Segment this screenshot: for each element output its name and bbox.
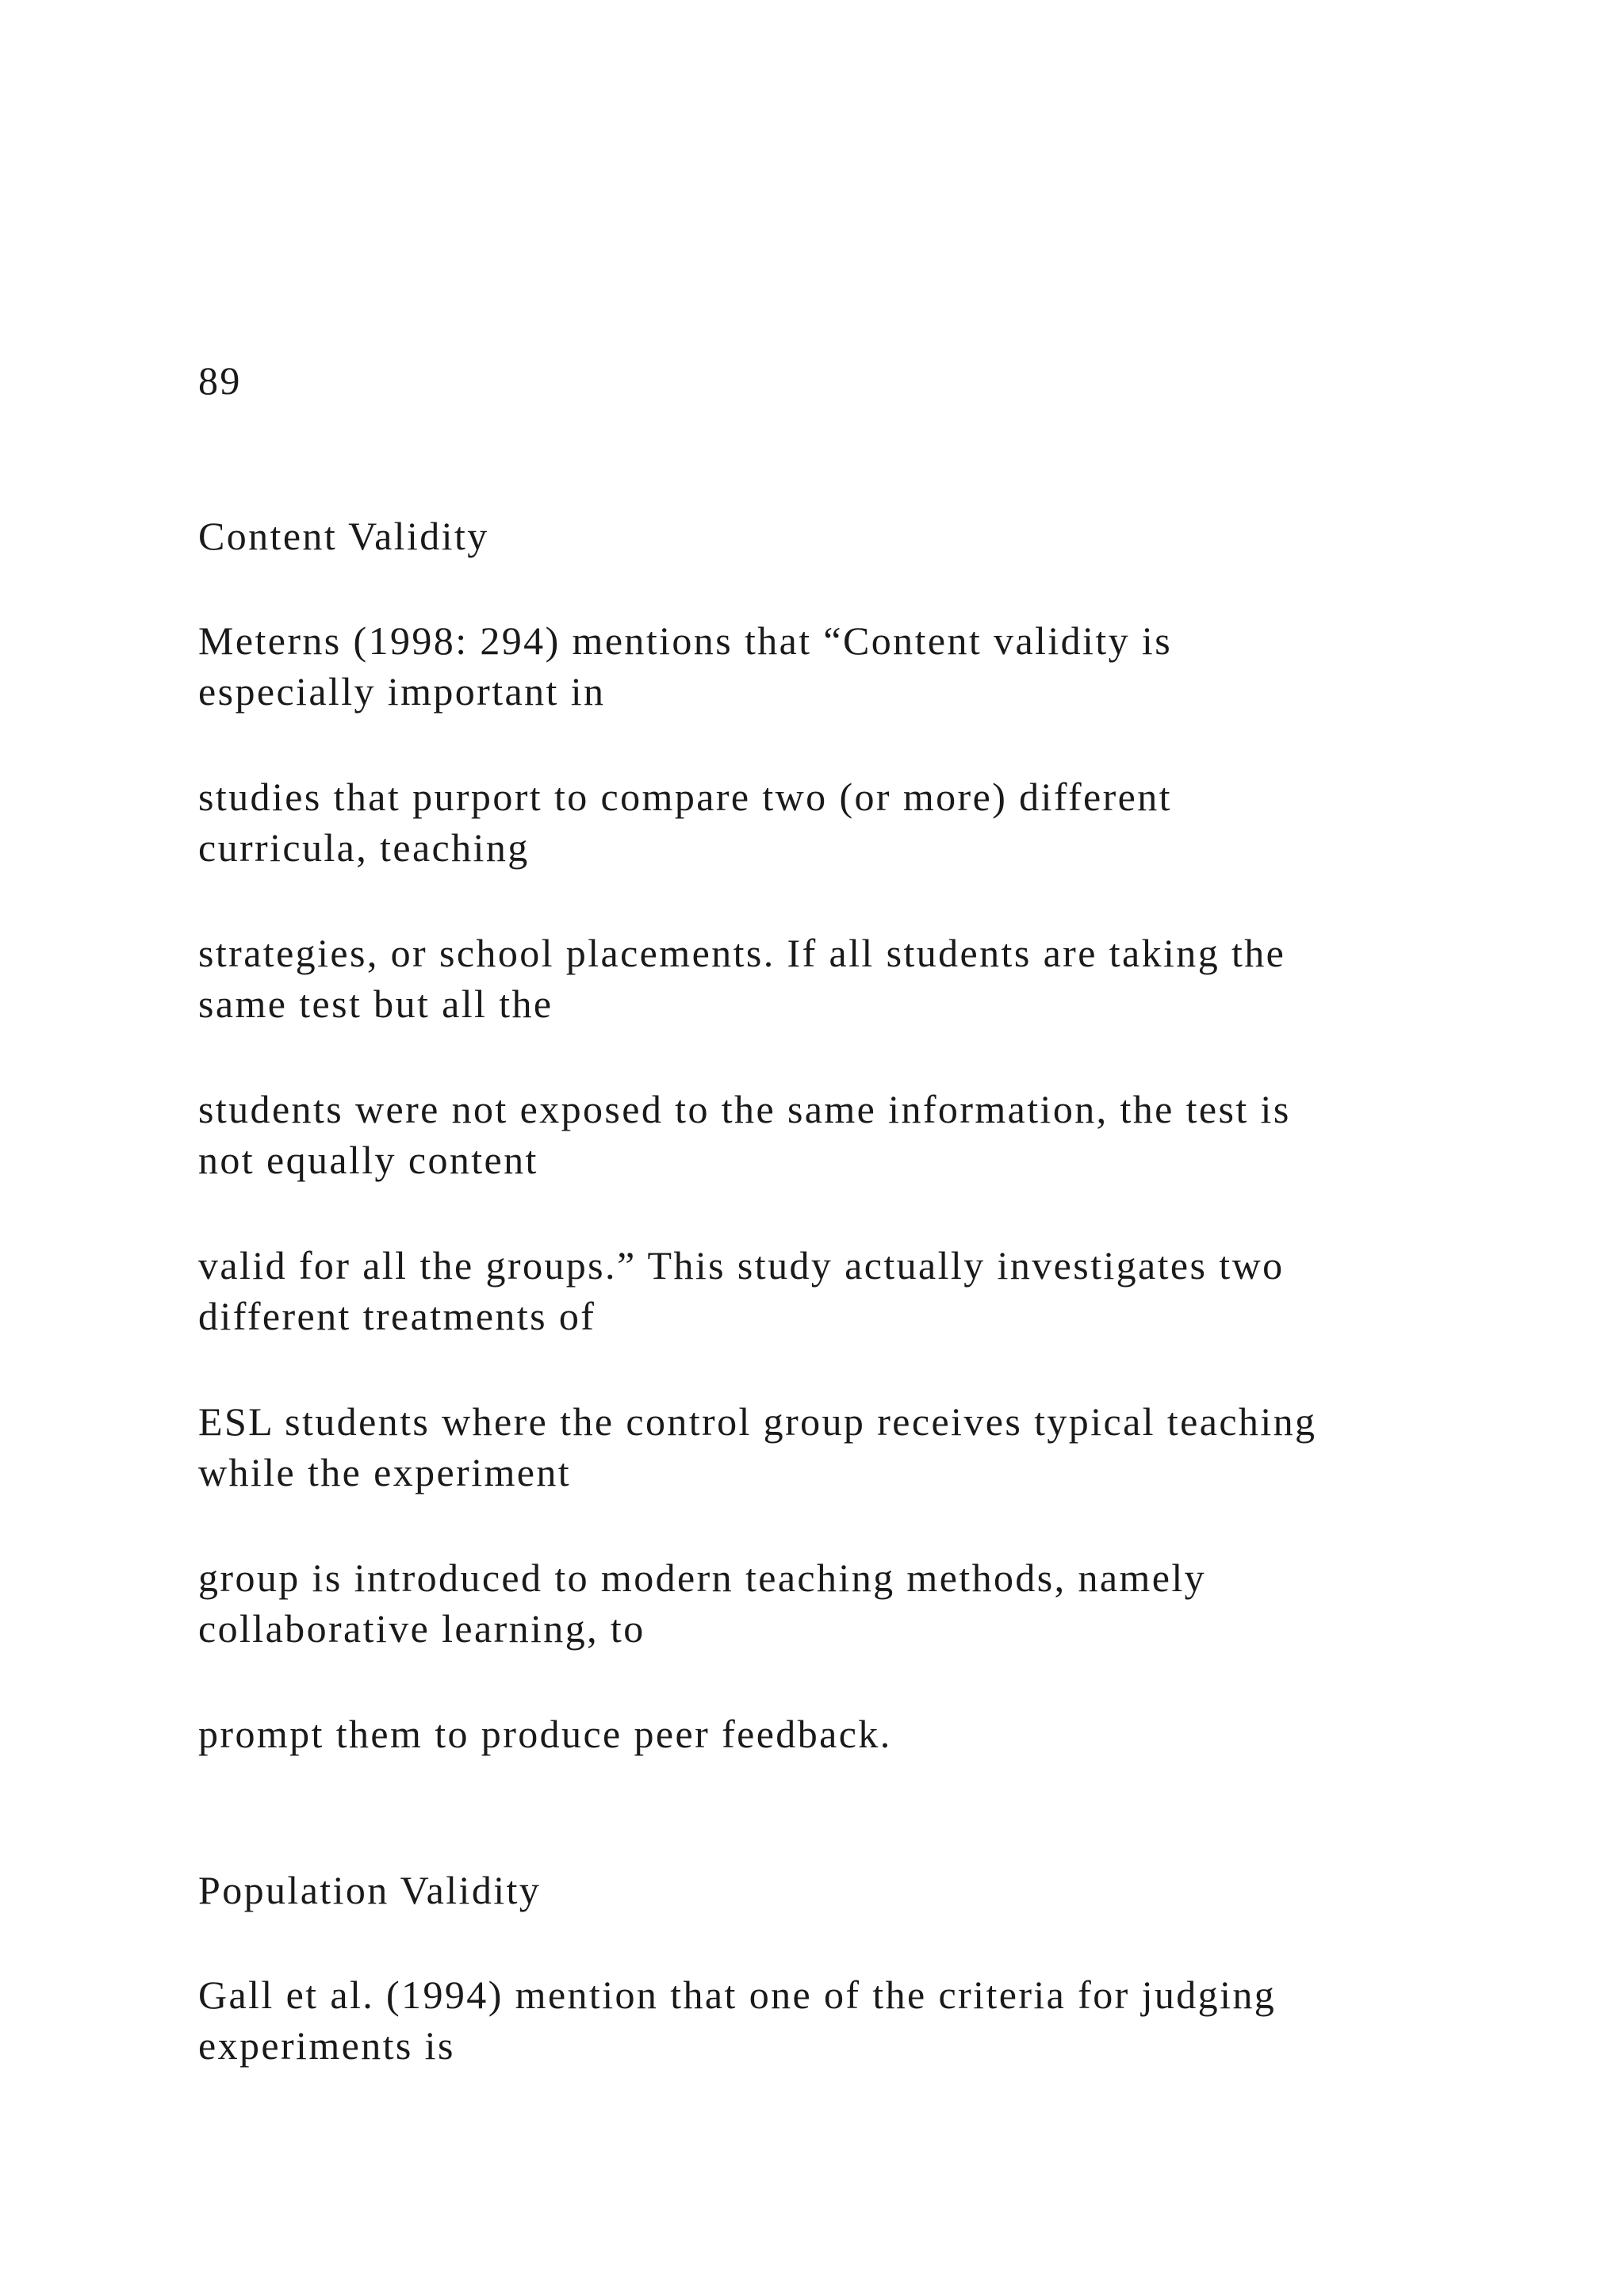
paragraph-line: strategies, or school placements. If all students are taking the bbox=[198, 931, 1286, 975]
paragraph-line: not equally content bbox=[198, 1138, 538, 1182]
paragraph-line: studies that purport to compare two (or more) different bbox=[198, 775, 1172, 819]
section-heading-population-validity: Population Validity bbox=[198, 1868, 542, 1912]
paragraph-line: valid for all the groups.” This study actually investigates two bbox=[198, 1243, 1285, 1288]
paragraph-line: Meterns (1998: 294) mentions that “Content validity is bbox=[198, 618, 1173, 663]
paragraph-line: students were not exposed to the same information, the test is bbox=[198, 1087, 1291, 1131]
page-number: 89 bbox=[198, 358, 242, 403]
paragraph-line: curricula, teaching bbox=[198, 825, 530, 870]
paragraph-line: while the experiment bbox=[198, 1450, 572, 1494]
paragraph-line: experiments is bbox=[198, 2023, 455, 2068]
paragraph-line: group is introduced to modern teaching methods, namely bbox=[198, 1556, 1207, 1600]
paragraph-line: different treatments of bbox=[198, 1294, 596, 1338]
paragraph-line: Gall et al. (1994) mention that one of the criteria for judging bbox=[198, 1973, 1277, 2017]
paragraph-line: especially important in bbox=[198, 669, 606, 714]
paragraph-line: collaborative learning, to bbox=[198, 1606, 645, 1651]
section-heading-content-validity: Content Validity bbox=[198, 514, 489, 558]
paragraph-line: ESL students where the control group receives typical teaching bbox=[198, 1399, 1317, 1444]
paragraph-line: prompt them to produce peer feedback. bbox=[198, 1712, 892, 1756]
paragraph-line: same test but all the bbox=[198, 982, 553, 1026]
